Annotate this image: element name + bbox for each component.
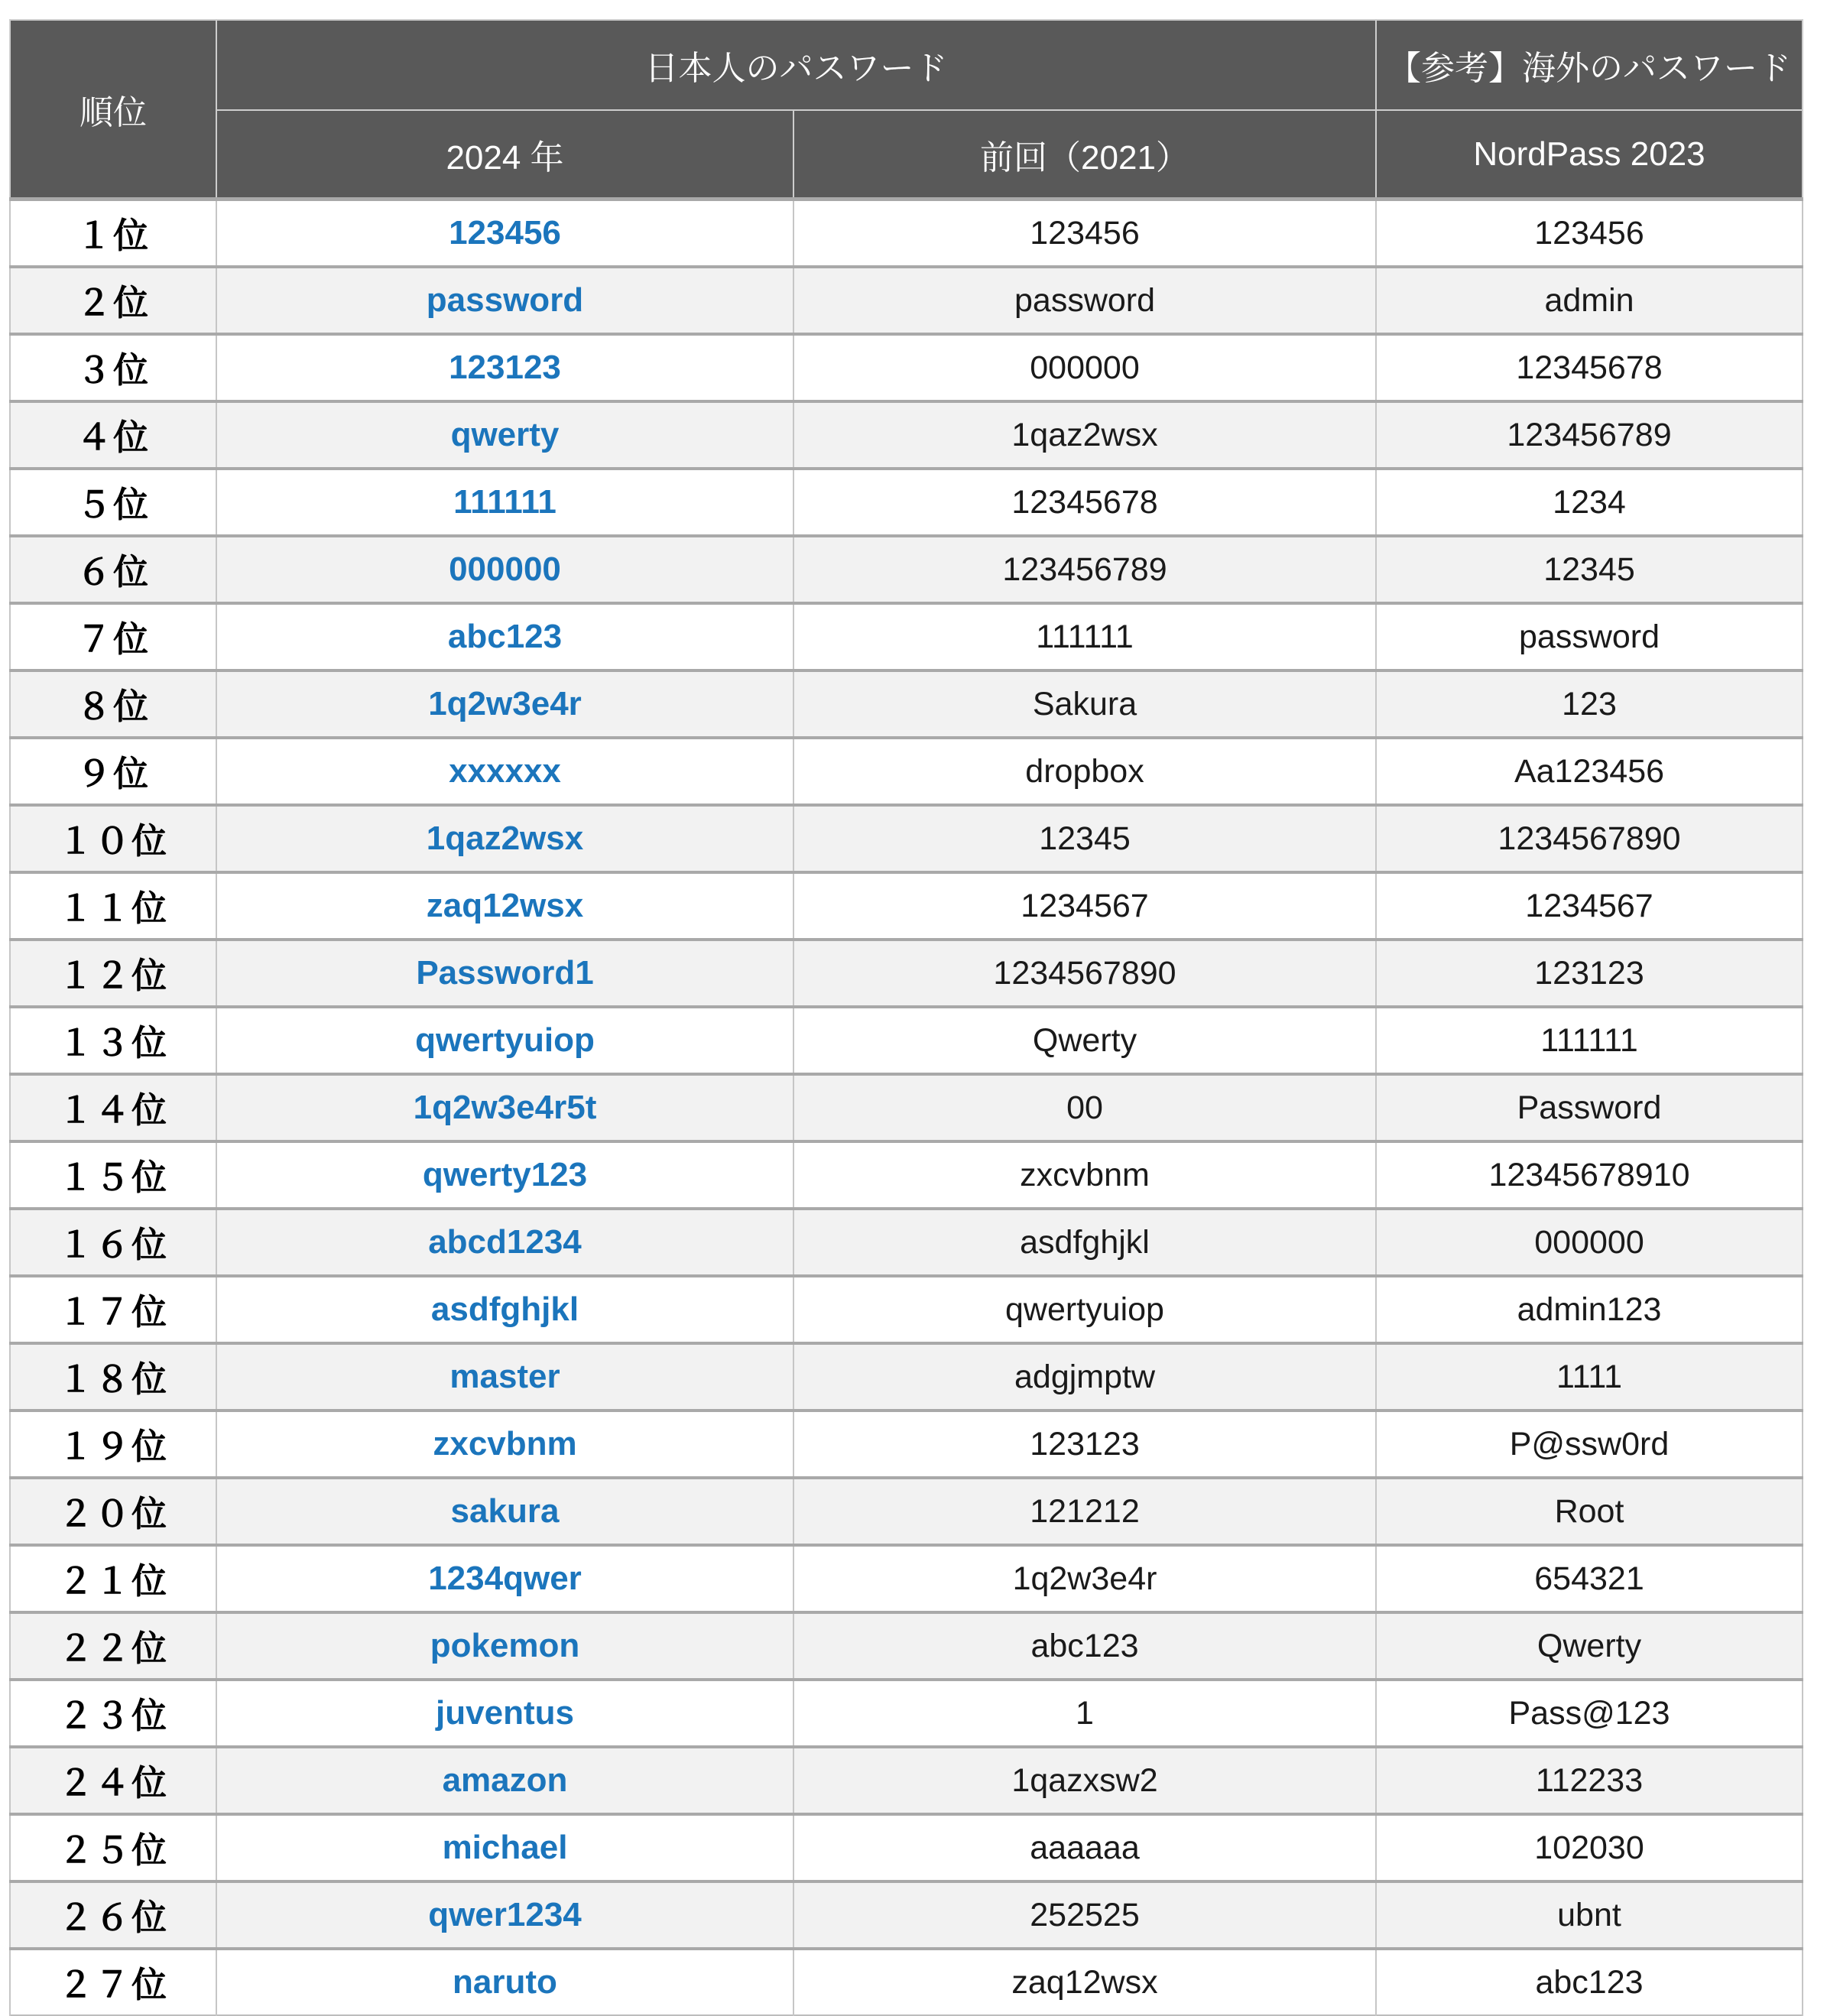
password-2024-cell: qwerty (216, 401, 793, 469)
table-row (10, 1814, 1803, 1881)
password-2021-cell: 1234567 (793, 872, 1376, 940)
rank-cell: ２７位 (10, 1949, 216, 2015)
password-2021-cell: 252525 (793, 1881, 1376, 1949)
password-2021-cell: abc123 (793, 1612, 1376, 1680)
password-nordpass-cell: 1234567890 (1376, 805, 1803, 872)
password-2024-cell: qwerty123 (216, 1141, 793, 1209)
page (0, 19, 1827, 2005)
password-nordpass-cell: 1234567 (1376, 872, 1803, 940)
password-nordpass-cell: Password (1376, 1074, 1803, 1141)
password-2021-cell: aaaaaa (793, 1814, 1376, 1881)
password-2021-cell: 12345 (793, 805, 1376, 872)
rank-cell: ７位 (10, 603, 216, 670)
table-row (10, 1612, 1803, 1680)
table-row (10, 1680, 1803, 1747)
table-header (10, 20, 1803, 200)
password-2024-cell: sakura (216, 1478, 793, 1545)
password-2021-cell: qwertyuiop (793, 1276, 1376, 1343)
table-row (10, 1209, 1803, 1276)
rank-cell: ２６位 (10, 1881, 216, 1949)
password-2024-cell: pokemon (216, 1612, 793, 1680)
table-row (10, 1747, 1803, 1814)
password-2021-cell: 000000 (793, 334, 1376, 401)
password-nordpass-cell: 123123 (1376, 940, 1803, 1007)
password-2021-cell: asdfghjkl (793, 1209, 1376, 1276)
password-2021-cell: 1 (793, 1680, 1376, 1747)
password-2024-cell: 1q2w3e4r5t (216, 1074, 793, 1141)
password-nordpass-cell: Aa123456 (1376, 738, 1803, 805)
password-2024-cell: 123456 (216, 200, 793, 268)
password-2024-cell: asdfghjkl (216, 1276, 793, 1343)
password-nordpass-cell: 123456 (1376, 200, 1803, 268)
rank-cell: １４位 (10, 1074, 216, 1141)
rank-cell: ２３位 (10, 1680, 216, 1747)
password-nordpass-cell: Root (1376, 1478, 1803, 1545)
password-2024-cell: naruto (216, 1949, 793, 2015)
password-nordpass-cell: 111111 (1376, 1007, 1803, 1074)
rank-cell: ８位 (10, 670, 216, 738)
password-2021-cell: 1qaz2wsx (793, 401, 1376, 469)
rank-cell: １３位 (10, 1007, 216, 1074)
table-row (10, 267, 1803, 334)
header-rank: 順位 (10, 20, 216, 200)
password-2024-cell: 111111 (216, 469, 793, 536)
password-2024-cell: abcd1234 (216, 1209, 793, 1276)
table-row (10, 1545, 1803, 1612)
password-2021-cell: 12345678 (793, 469, 1376, 536)
table-row (10, 670, 1803, 738)
password-2021-cell: 123123 (793, 1411, 1376, 1478)
table-row (10, 401, 1803, 469)
rank-cell: １５位 (10, 1141, 216, 1209)
password-nordpass-cell: admin123 (1376, 1276, 1803, 1343)
password-2024-cell: 1234qwer (216, 1545, 793, 1612)
table-row (10, 200, 1803, 268)
rank-cell: ２位 (10, 267, 216, 334)
password-nordpass-cell: 123456789 (1376, 401, 1803, 469)
password-nordpass-cell: 123 (1376, 670, 1803, 738)
table-row (10, 1007, 1803, 1074)
password-2024-cell: zxcvbnm (216, 1411, 793, 1478)
password-2024-cell: 123123 (216, 334, 793, 401)
password-2024-cell: michael (216, 1814, 793, 1881)
table-row (10, 334, 1803, 401)
rank-cell: １１位 (10, 872, 216, 940)
password-nordpass-cell: 1111 (1376, 1343, 1803, 1411)
rank-cell: ４位 (10, 401, 216, 469)
password-2024-cell: qwer1234 (216, 1881, 793, 1949)
password-2024-cell: 1q2w3e4r (216, 670, 793, 738)
password-2021-cell: password (793, 267, 1376, 334)
password-2021-cell: zxcvbnm (793, 1141, 1376, 1209)
password-nordpass-cell: 654321 (1376, 1545, 1803, 1612)
password-nordpass-cell: Qwerty (1376, 1612, 1803, 1680)
password-2024-cell: Password1 (216, 940, 793, 1007)
password-nordpass-cell: 000000 (1376, 1209, 1803, 1276)
header-sub-row (10, 110, 1803, 200)
header-group-row (10, 20, 1803, 110)
password-nordpass-cell: 102030 (1376, 1814, 1803, 1881)
password-2021-cell: 111111 (793, 603, 1376, 670)
password-2021-cell: Sakura (793, 670, 1376, 738)
rank-cell: １６位 (10, 1209, 216, 1276)
password-2024-cell: amazon (216, 1747, 793, 1814)
rank-cell: １２位 (10, 940, 216, 1007)
table-row (10, 536, 1803, 603)
password-2021-cell: adgjmptw (793, 1343, 1376, 1411)
password-ranking-table (9, 19, 1803, 2016)
password-2021-cell: 123456 (793, 200, 1376, 268)
rank-cell: ２１位 (10, 1545, 216, 1612)
password-2024-cell: password (216, 267, 793, 334)
password-nordpass-cell: 12345678 (1376, 334, 1803, 401)
password-2024-cell: xxxxxx (216, 738, 793, 805)
password-2021-cell: zaq12wsx (793, 1949, 1376, 2015)
table-row (10, 940, 1803, 1007)
table-row (10, 1343, 1803, 1411)
header-overseas-passwords: 【参考】海外のパスワード (1376, 20, 1803, 110)
password-2024-cell: 000000 (216, 536, 793, 603)
rank-cell: ２５位 (10, 1814, 216, 1881)
password-2021-cell: 1q2w3e4r (793, 1545, 1376, 1612)
rank-cell: ２２位 (10, 1612, 216, 1680)
rank-cell: １９位 (10, 1411, 216, 1478)
password-nordpass-cell: 12345678910 (1376, 1141, 1803, 1209)
rank-cell: ９位 (10, 738, 216, 805)
password-nordpass-cell: password (1376, 603, 1803, 670)
rank-cell: １７位 (10, 1276, 216, 1343)
password-2024-cell: qwertyuiop (216, 1007, 793, 1074)
table-row (10, 805, 1803, 872)
password-2024-cell: 1qaz2wsx (216, 805, 793, 872)
table-row (10, 1074, 1803, 1141)
table-row (10, 1411, 1803, 1478)
header-nordpass-2023: NordPass 2023 (1376, 110, 1803, 200)
password-nordpass-cell: 1234 (1376, 469, 1803, 536)
password-2021-cell: 1234567890 (793, 940, 1376, 1007)
table-row (10, 1276, 1803, 1343)
password-2024-cell: master (216, 1343, 793, 1411)
password-2021-cell: 00 (793, 1074, 1376, 1141)
password-2021-cell: dropbox (793, 738, 1376, 805)
password-2021-cell: 123456789 (793, 536, 1376, 603)
password-nordpass-cell: ubnt (1376, 1881, 1803, 1949)
table-row (10, 1949, 1803, 2015)
table-row (10, 1141, 1803, 1209)
password-2024-cell: abc123 (216, 603, 793, 670)
table-row (10, 469, 1803, 536)
header-japanese-passwords: 日本人のパスワード (216, 20, 1376, 110)
password-nordpass-cell: Pass@123 (1376, 1680, 1803, 1747)
rank-cell: １８位 (10, 1343, 216, 1411)
password-2021-cell: 121212 (793, 1478, 1376, 1545)
rank-cell: １位 (10, 200, 216, 268)
password-nordpass-cell: 12345 (1376, 536, 1803, 603)
rank-cell: ６位 (10, 536, 216, 603)
password-nordpass-cell: abc123 (1376, 1949, 1803, 2015)
rank-cell: １０位 (10, 805, 216, 872)
table-row (10, 603, 1803, 670)
rank-cell: ５位 (10, 469, 216, 536)
password-2024-cell: juventus (216, 1680, 793, 1747)
password-nordpass-cell: admin (1376, 267, 1803, 334)
rank-cell: ２０位 (10, 1478, 216, 1545)
header-2024: 2024 年 (216, 110, 793, 200)
table-row (10, 1881, 1803, 1949)
header-2021: 前回（2021） (793, 110, 1376, 200)
password-2024-cell: zaq12wsx (216, 872, 793, 940)
password-nordpass-cell: P@ssw0rd (1376, 1411, 1803, 1478)
password-2021-cell: 1qazxsw2 (793, 1747, 1376, 1814)
password-nordpass-cell: 112233 (1376, 1747, 1803, 1814)
rank-cell: ２４位 (10, 1747, 216, 1814)
table-body (10, 200, 1803, 2016)
table-row (10, 738, 1803, 805)
table-row (10, 872, 1803, 940)
table-row (10, 1478, 1803, 1545)
password-2021-cell: Qwerty (793, 1007, 1376, 1074)
rank-cell: ３位 (10, 334, 216, 401)
